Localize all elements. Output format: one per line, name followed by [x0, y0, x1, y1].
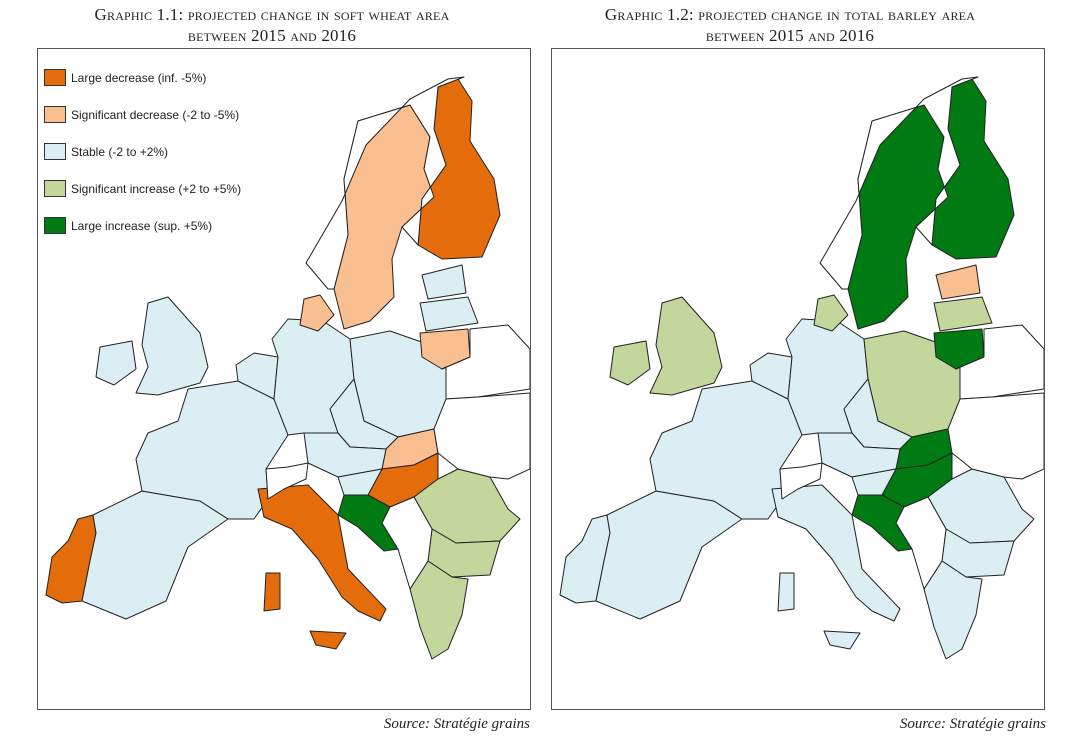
map1-title-line1: Graphic 1.1: projected change in soft wheat area — [94, 5, 450, 24]
country-spain — [82, 491, 228, 619]
legend-label: Significant increase (+2 to +5%) — [71, 181, 242, 196]
country-latvia — [420, 297, 478, 331]
legend-swatch — [44, 180, 66, 197]
legend-swatch — [44, 69, 66, 86]
legend-item-stable — [44, 133, 241, 170]
country-uk — [136, 297, 208, 395]
legend-swatch — [44, 217, 66, 234]
legend-item-significant-decrease — [44, 96, 241, 133]
country-spain — [596, 491, 742, 619]
country-sardinia — [778, 573, 794, 611]
legend-label: Large decrease (inf. -5%) — [71, 70, 207, 85]
map2-title-line1: Graphic 1.2: projected change in total barley area — [604, 5, 976, 24]
country-estonia — [936, 265, 980, 299]
legend-item-large-increase — [44, 207, 241, 244]
map1-legend — [44, 59, 241, 244]
country-ireland — [610, 341, 650, 385]
country-sicily — [310, 631, 346, 649]
country-ukraine — [434, 393, 530, 479]
map2-source: Source: Stratégie grains — [899, 716, 1046, 732]
map1-source: Source: Stratégie grains — [383, 716, 530, 732]
map1-panel — [37, 48, 531, 710]
country-uk — [650, 297, 722, 395]
country-ukraine — [948, 393, 1044, 479]
legend-swatch — [44, 143, 66, 160]
legend-label: Stable (-2 to +2%) — [71, 144, 169, 159]
country-latvia — [934, 297, 992, 331]
legend-item-large-decrease — [44, 59, 241, 96]
country-sicily — [824, 631, 860, 649]
country-ireland — [96, 341, 136, 385]
map1-title — [12, 4, 532, 46]
legend-label: Significant decrease (-2 to -5%) — [71, 107, 240, 122]
country-estonia — [422, 265, 466, 299]
legend-swatch — [44, 106, 66, 123]
map2-panel — [551, 48, 1045, 710]
map2-title — [530, 4, 1050, 46]
legend-item-significant-increase — [44, 170, 241, 207]
map2-title-line2: between 2015 and 2016 — [705, 26, 875, 45]
map1-title-line2: between 2015 and 2016 — [187, 26, 357, 45]
map2-svg — [552, 49, 1044, 709]
country-sardinia — [264, 573, 280, 611]
legend-label: Large increase (sup. +5%) — [71, 218, 213, 233]
